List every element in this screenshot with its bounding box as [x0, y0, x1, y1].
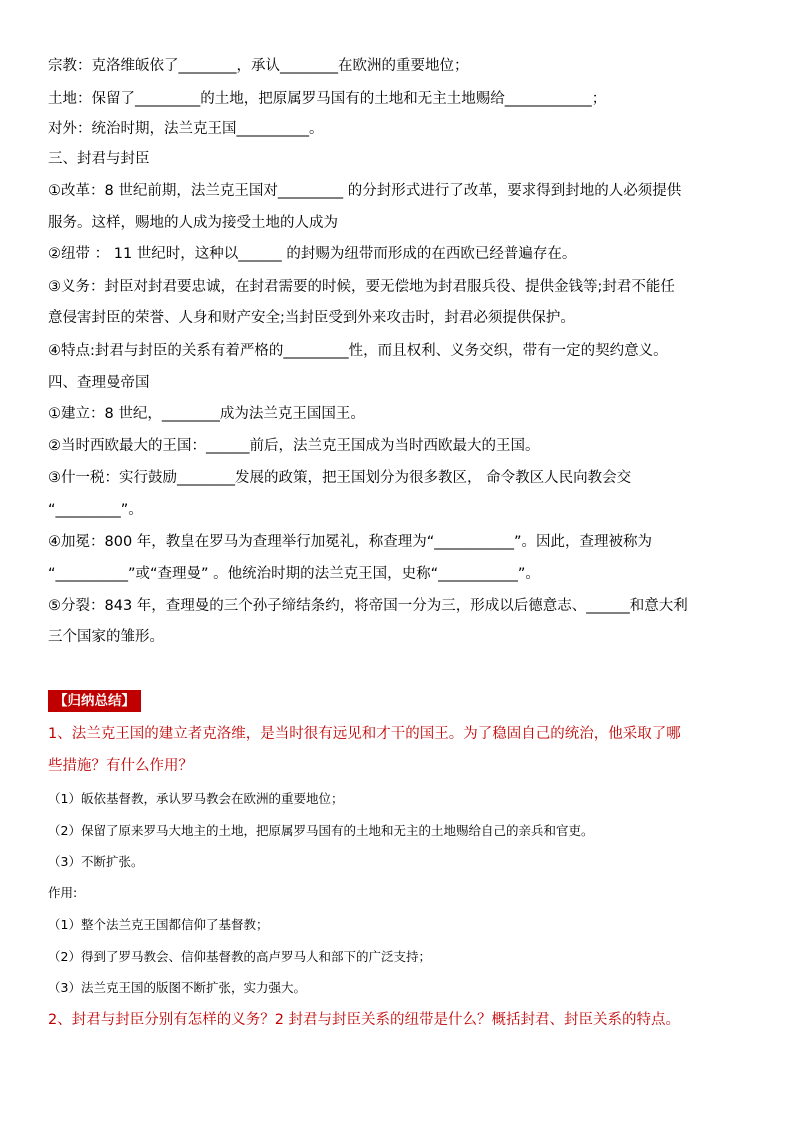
- answer-line: （3）法兰克王国的版图不断扩张，实力强大。: [48, 980, 306, 995]
- question-1: 1、法兰克王国的建立者克洛维，是当时很有远见和才干的国王。为了稳固自己的统治，他采取了哪: [48, 726, 681, 742]
- section-heading: 三、封君与封臣: [48, 151, 150, 167]
- text-line: ③义务：封臣对封君要忠诚，在封君需要的时候，要无偿地为封君服兵役、提供金钱等;封君不能任: [48, 279, 675, 295]
- text-line: ④加冕：800 年，教皇在罗马为查理举行加冕礼，称查理为“___________”。因此，查理被称为: [48, 534, 653, 550]
- text-line: “_________”。: [48, 502, 143, 518]
- text-line: 服务。这样，赐地的人成为接受土地的人成为: [48, 215, 338, 231]
- section-heading: 四、查理曼帝国: [48, 375, 150, 391]
- text-line: 意侵害封臣的荣誉、人身和财产安全;当封臣受到外来攻击时，封君必须提供保护。: [48, 310, 575, 326]
- text-line: 宗教：克洛维皈依了________，承认________在欧洲的重要地位；: [48, 58, 469, 74]
- answer-line: （2）保留了原来罗马大地主的土地，把原属罗马国有的土地和无主的土地赐给自己的亲兵和官吏。: [48, 823, 594, 838]
- text-line: ③什一税：实行鼓励________发展的政策，把王国划分为很多教区， 命令教区人民向教会交: [48, 470, 632, 486]
- answer-heading: 作用:: [48, 885, 78, 900]
- summary-tag: 【归纳总结】: [48, 690, 141, 712]
- text-line: 土地：保留了_________的土地，把原属罗马国有的土地和无主土地赐给____________；: [48, 91, 607, 107]
- text-line: 对外：统治时期，法兰克王国__________。: [48, 121, 324, 137]
- text-line: ④特点:封君与封臣的关系有着严格的_________性，而且权利、义务交织，带有一定的契约意义。: [48, 343, 668, 359]
- answer-line: （1）皈依基督教，承认罗马教会在欧洲的重要地位；: [48, 791, 344, 806]
- text-line: ⑤分裂：843 年，查理曼的三个孙子缔结条约，将帝国一分为三，形成以后德意志、______和意大利: [48, 598, 688, 614]
- text-line: ①建立：8 世纪，________成为法兰克王国国王。: [48, 406, 365, 422]
- answer-line: （2）得到了罗马教会、信仰基督教的高卢罗马人和部下的广泛支持；: [48, 949, 431, 964]
- text-line: 三个国家的雏形。: [48, 629, 164, 645]
- text-line: “__________”或“查理曼” 。他统治时期的法兰克王国，史称“___________”。: [48, 566, 540, 582]
- text-line: ②当时西欧最大的王国：______前后，法兰克王国成为当时西欧最大的王国。: [48, 438, 540, 454]
- text-line: ①改革：8 世纪前期，法兰克王国对_________ 的分封形式进行了改革，要求得到封地的人必须提供: [48, 183, 682, 199]
- text-line: ②纽带 ： 11 世纪时，这种以______ 的封赐为纽带而形成的在西欧已经普遍存在。: [48, 246, 577, 262]
- question-1-cont: 些措施？有什么作用？: [48, 758, 193, 774]
- answer-line: （1）整个法兰克王国都信仰了基督教；: [48, 917, 269, 932]
- answer-line: （3）不断扩张。: [48, 854, 144, 869]
- question-2: 2、封君与封臣分别有怎样的义务？2 封君与封臣关系的纽带是什么？概括封君、封臣关系的特点。: [48, 1012, 681, 1028]
